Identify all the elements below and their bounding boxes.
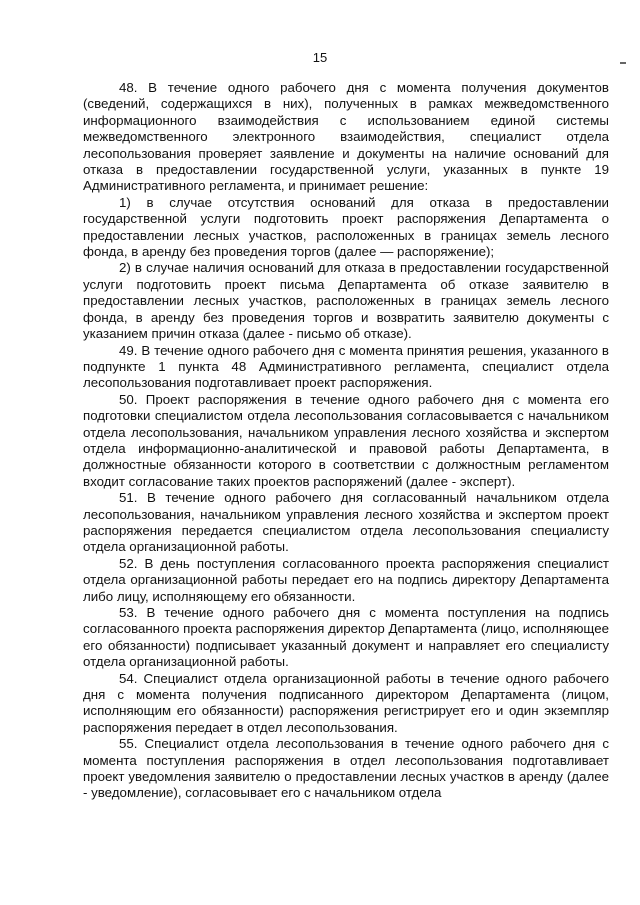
page-number: 15 — [312, 50, 328, 65]
paragraph-48: 48. В течение одного рабочего дня с момента получения документов (сведений, содержащихся в них), полученных в рамках межведомственного информационного взаимодействия с использованием единой системы межведомственного электронного взаимодействия, специалист отдела лесопользования проверяет заявление и документы на наличие оснований для отказа в предоставлении государственной услуги, указанных в пункте 19 Административного регламента, и принимает решение: — [83, 80, 609, 194]
paragraph-55: 55. Специалист отдела лесопользования в течение одного рабочего дня с момента поступления распоряжения в отдел лесопользования подготавливает проект уведомления заявителю о предоставлении лесных участков в аренду (далее - уведомление), согласовывает его с начальником отдела — [83, 736, 609, 801]
paragraph-52: 52. В день поступления согласованного проекта распоряжения специалист отдела организационной работы передает его на подпись директору Департамента либо лицу, исполняющему его обязанности. — [83, 555, 609, 604]
paragraph-53: 53. В течение одного рабочего дня с момента поступления на подпись согласованного проекта распоряжения директор Департамента (лицо, исполняющее его обязанности) подписывает указанный документ и направляет его специалисту отдела организационной работы. — [83, 605, 609, 670]
paragraph-54: 54. Специалист отдела организационной работы в течение одного рабочего дня с момента получения подписанного директором Департамента (лицом, исполняющим его обязанности) распоряжения регистрирует его и один экземпляр распоряжения передает в отдел лесопользования. — [83, 670, 609, 735]
paragraph-48-1: 1) в случае отсутствия оснований для отказа в предоставлении государственной услуги подготовить проект распоряжения Департамента о предоставлении лесных участков, расположенных в границах земель лесного фонда, в аренду без проведения торгов (далее — распоряжение); — [83, 194, 609, 260]
paragraph-51: 51. В течение одного рабочего дня согласованный начальником отдела лесопользования, начальником управления лесного хозяйства и экспертом проект распоряжения передается специалистом отдела лесопользования специалисту отдела организационной работы. — [83, 490, 609, 555]
document-body — [83, 80, 609, 802]
paragraph-49: 49. В течение одного рабочего дня с момента принятия решения, указанного в подпункте 1 пункта 48 Административного регламента, специалист отдела лесопользования подготавливает проект распоряжения. — [83, 342, 609, 391]
paragraph-48-2: 2) в случае наличия оснований для отказа в предоставлении государственной услуги подготовить проект письма Департамента об отказе заявителю в предоставлении лесных участков, расположенных в границах земель лесного фонда, в аренду без проведения торгов и возвратить заявителю документы с указанием причин отказа (далее - письмо об отказе). — [83, 260, 609, 342]
paragraph-50: 50. Проект распоряжения в течение одного рабочего дня с момента его подготовки специалистом отдела лесопользования согласовывается с начальником отдела лесопользования, начальником управления лесного хозяйства и экспертом отдела информационно-аналитической и правовой работы Департамента, в должностные обязанности которого в соответствии с должностным регламентом входит согласование таких проектов распоряжений (далее - эксперт). — [83, 391, 609, 489]
